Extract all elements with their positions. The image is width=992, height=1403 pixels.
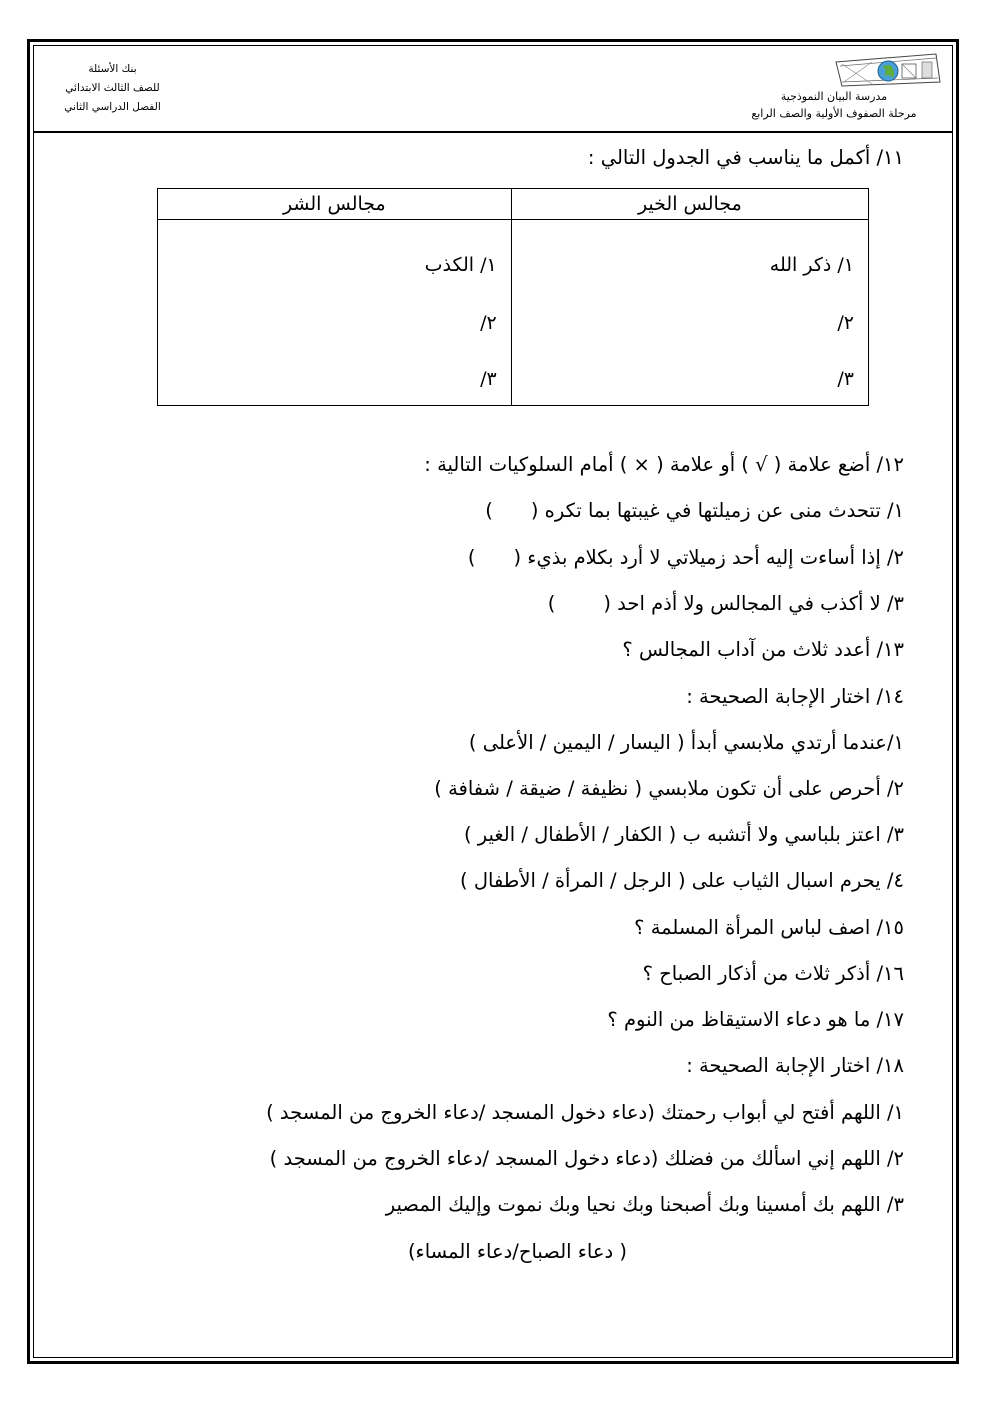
q16-title: ١٦/ أذكر ثلاث من أذكار الصباح ؟: [642, 962, 904, 985]
q13-title: ١٣/ أعدد ثلاث من آداب المجالس ؟: [622, 638, 904, 661]
q15-title: ١٥/ اصف لباس المرأة المسلمة ؟: [634, 916, 904, 939]
q12-item-3-text: ٣/ لا أكذب في المجالس ولا أذم احد (: [603, 592, 904, 615]
q11-title: ١١/ أكمل ما يناسب في الجدول التالي :: [587, 146, 904, 169]
q14-item-1: ١/عندما أرتدي ملابسي أبدأ ( اليسار / اليمين / الأعلى ): [468, 731, 904, 754]
good-item-1: ١/ ذكر الله: [769, 254, 854, 276]
header-divider: [33, 131, 953, 133]
q12-item-3-close: ): [547, 592, 556, 615]
q18-title: ١٨/ اختار الإجابة الصحيحة :: [686, 1054, 904, 1077]
q14-item-2: ٢/ أحرص على أن تكون ملابسي ( نظيفة / ضيقة / شفافة ): [434, 777, 904, 800]
q12-item-1: [485, 499, 904, 522]
table-header-bad: مجالس الشر: [158, 189, 512, 220]
bad-gatherings-cell[interactable]: [158, 220, 512, 406]
q12-item-2-close: ): [467, 546, 476, 569]
q12-item-1-close: ): [485, 499, 493, 522]
q12-item-2-text: ٢/ إذا أساءت إليه أحد زميلاتي لا أرد بكلام بذيء (: [513, 546, 904, 569]
school-logo: [832, 52, 944, 88]
q18-item-1: ١/ اللهم أفتح لي أبواب رحمتك (دعاء دخول المسجد /دعاء الخروج من المسجد ): [266, 1101, 904, 1124]
bad-item-1: ١/ الكذب: [424, 254, 497, 276]
bad-item-2: ٢/: [480, 312, 497, 334]
q12-title: ١٢/ أضع علامة ( √ ) أو علامة ( × ) أمام السلوكيات التالية :: [424, 453, 904, 476]
q14-item-3: ٣/ اعتز بلباسي ولا أتشبه ب ( الكفار / الأطفال / الغير ): [463, 823, 904, 846]
good-gatherings-cell[interactable]: [511, 220, 868, 406]
header-semester: الفصل الدراسي الثاني: [64, 101, 161, 113]
header-grade: للصف الثالث الابتدائي: [65, 82, 160, 94]
school-name: مدرسة البيان النموذجية: [780, 90, 888, 103]
q14-title: ١٤/ اختار الإجابة الصحيحة :: [686, 685, 904, 708]
good-item-2: ٢/: [837, 312, 854, 334]
q14-item-4: ٤/ يحرم اسبال الثياب على ( الرجل / المرأة / الأطفال ): [460, 869, 904, 892]
q18-item-2: ٢/ اللهم إني اسألك من فضلك (دعاء دخول المسجد /دعاء الخروج من المسجد ): [269, 1147, 904, 1170]
q12-item-3: [548, 592, 904, 615]
header-right-block: [724, 52, 944, 122]
good-item-3: ٣/: [837, 368, 854, 390]
q11-table: [157, 188, 869, 406]
header-left-block: [50, 60, 175, 117]
q18-item-3-options: ( دعاء الصباح/دعاء المساء): [407, 1240, 627, 1263]
table-header-good: مجالس الخير: [511, 189, 868, 220]
q12-item-1-text: ١/ تتحدث منى عن زميلتها في غيبتها بما تكره (: [530, 499, 904, 522]
q18-item-3: ٣/ اللهم بك أمسينا وبك أصبحنا وبك نحيا وبك نموت وإليك المصير: [385, 1193, 904, 1216]
bad-item-3: ٣/: [480, 368, 497, 390]
school-stage: مرحلة الصفوف الأولية والصف الرابع: [751, 107, 917, 120]
header-bank-title: بنك الأسئلة: [88, 63, 137, 75]
q17-title: ١٧/ ما هو دعاء الاستيقاظ من النوم ؟: [607, 1008, 904, 1031]
q12-item-2: [468, 546, 904, 569]
